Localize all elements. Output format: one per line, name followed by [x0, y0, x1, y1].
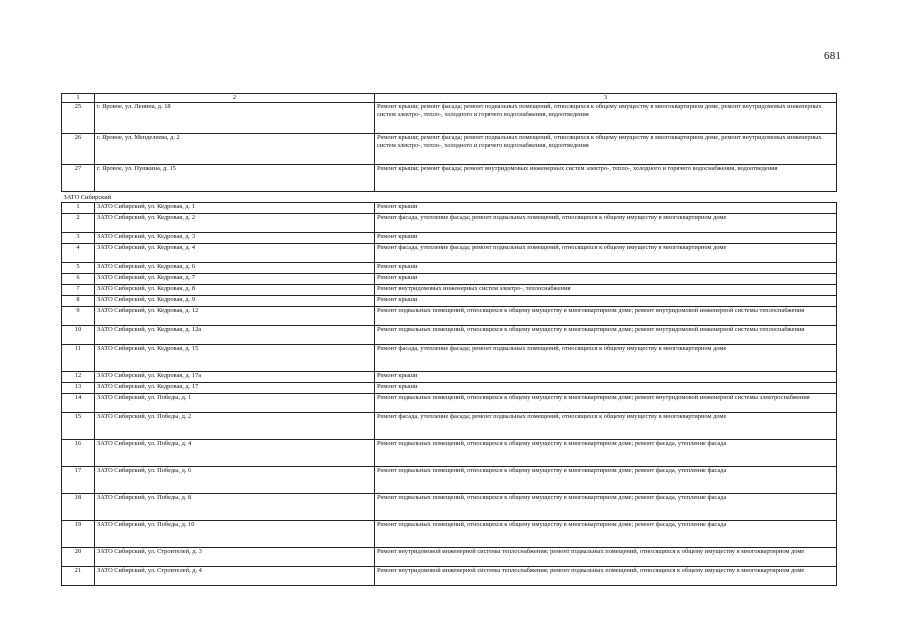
- row-work: Ремонт внутридомовых инженерных систем электро-, теплоснабжения: [375, 285, 837, 296]
- row-work: Ремонт подвальных помещений, относящихся к общему имуществу в многоквартирном доме; ремонт фасада, утепление фасада: [375, 521, 837, 548]
- row-work: Ремонт крыши: [375, 372, 837, 383]
- row-address: ЗАТО Сибирский, ул. Победы, д. 10: [95, 521, 375, 548]
- table-row: [62, 244, 837, 263]
- table-row: [62, 383, 837, 394]
- header-cell: 1: [62, 94, 95, 103]
- table-row: [62, 203, 837, 214]
- row-address: ЗАТО Сибирский, ул. Победы, д. 4: [95, 440, 375, 467]
- row-number: 21: [62, 567, 95, 586]
- table-row: [62, 263, 837, 274]
- row-number: 15: [62, 413, 95, 440]
- row-number: 17: [62, 467, 95, 494]
- table-row: [62, 394, 837, 413]
- table-row: [62, 440, 837, 467]
- row-address: г. Яровое, ул. Менделеева, д. 2: [95, 134, 375, 165]
- table-row: [62, 548, 837, 567]
- row-work: Ремонт крыши: [375, 383, 837, 394]
- section-title: ЗАТО Сибирский: [62, 192, 837, 203]
- row-work: Ремонт фасада, утепление фасада; ремонт подвальных помещений, относящихся к общему имуществу в многоквартирном доме: [375, 345, 837, 372]
- row-number: 13: [62, 383, 95, 394]
- header-cell: 3: [375, 94, 837, 103]
- row-work: Ремонт крыши: [375, 296, 837, 307]
- table-row: [62, 296, 837, 307]
- section-row: [62, 192, 837, 203]
- row-work: Ремонт крыши: [375, 263, 837, 274]
- row-number: 9: [62, 307, 95, 326]
- table-row: [62, 467, 837, 494]
- table-row: [62, 214, 837, 233]
- row-number: 26: [62, 134, 95, 165]
- repair-table: [61, 93, 837, 586]
- row-address: ЗАТО Сибирский, ул. Победы, д. 1: [95, 394, 375, 413]
- row-number: 27: [62, 165, 95, 192]
- row-number: 6: [62, 274, 95, 285]
- table-row: [62, 233, 837, 244]
- row-number: 20: [62, 548, 95, 567]
- row-number: 7: [62, 285, 95, 296]
- row-address: ЗАТО Сибирский, ул. Победы, д. 8: [95, 494, 375, 521]
- row-address: ЗАТО Сибирский, ул. Кедровая, д. 12а: [95, 326, 375, 345]
- row-number: 3: [62, 233, 95, 244]
- row-address: ЗАТО Сибирский, ул. Кедровая, д. 4: [95, 244, 375, 263]
- row-address: ЗАТО Сибирский, ул. Кедровая, д. 1: [95, 203, 375, 214]
- row-work: Ремонт фасада, утепление фасада; ремонт подвальных помещений, относящихся к общему имуществу в многоквартирном доме: [375, 244, 837, 263]
- row-work: Ремонт крыши; ремонт фасада; ремонт подвальных помещений, относящихся к общему имуществу в многоквартирном доме, ремонт внутридомовых инженерных систем электро-, тепло-, холодного и горячего водоснабжения, водоотведения: [375, 103, 837, 134]
- row-number: 11: [62, 345, 95, 372]
- row-work: Ремонт подвальных помещений, относящихся к общему имуществу в многоквартирном доме; ремонт внутридомовой инженерной системы электроснабжения: [375, 394, 837, 413]
- header-cell: 2: [95, 94, 375, 103]
- row-address: г. Яровое, ул. Пушкина, д. 15: [95, 165, 375, 192]
- row-address: ЗАТО Сибирский, ул. Кедровая, д. 17: [95, 383, 375, 394]
- table-row: [62, 285, 837, 296]
- row-number: 8: [62, 296, 95, 307]
- row-number: 1: [62, 203, 95, 214]
- row-address: ЗАТО Сибирский, ул. Кедровая, д. 17а: [95, 372, 375, 383]
- table-row: [62, 521, 837, 548]
- table-row: [62, 326, 837, 345]
- table-row: [62, 134, 837, 165]
- row-number: 16: [62, 440, 95, 467]
- row-address: ЗАТО Сибирский, ул. Кедровая, д. 9: [95, 296, 375, 307]
- row-work: Ремонт подвальных помещений, относящихся к общему имуществу в многоквартирном доме; ремонт внутридомовой инженерной системы теплоснабжения: [375, 326, 837, 345]
- table-row: [62, 372, 837, 383]
- row-address: ЗАТО Сибирский, ул. Победы, д. 2: [95, 413, 375, 440]
- table-row: [62, 345, 837, 372]
- row-work: Ремонт фасада, утепление фасада; ремонт подвальных помещений, относящихся к общему имуществу в многоквартирном доме: [375, 413, 837, 440]
- row-work: Ремонт внутридомовой инженерной системы теплоснабжения; ремонт подвальных помещений, относящихся к общему имуществу в многоквартирном доме: [375, 548, 837, 567]
- row-address: ЗАТО Сибирский, ул. Строителей, д. 4: [95, 567, 375, 586]
- row-work: Ремонт крыши: [375, 203, 837, 214]
- row-work: Ремонт крыши: [375, 233, 837, 244]
- table-row: [62, 413, 837, 440]
- row-number: 5: [62, 263, 95, 274]
- row-work: Ремонт внутридомовой инженерной системы теплоснабжения; ремонт подвальных помещений, относящихся к общему имуществу в многоквартирном доме: [375, 567, 837, 586]
- row-work: Ремонт подвальных помещений, относящихся к общему имуществу в многоквартирном доме; ремонт фасада, утепление фасада: [375, 467, 837, 494]
- row-number: 19: [62, 521, 95, 548]
- row-address: г. Яровое, ул. Ленина, д. 18: [95, 103, 375, 134]
- row-work: Ремонт подвальных помещений, относящихся к общему имуществу в многоквартирном доме; ремонт внутридомовой инженерной системы теплоснабжения: [375, 307, 837, 326]
- row-address: ЗАТО Сибирский, ул. Кедровая, д. 12: [95, 307, 375, 326]
- row-work: Ремонт крыши: [375, 274, 837, 285]
- table-row: [62, 307, 837, 326]
- row-number: 18: [62, 494, 95, 521]
- row-address: ЗАТО Сибирский, ул. Кедровая, д. 6: [95, 263, 375, 274]
- row-address: ЗАТО Сибирский, ул. Кедровая, д. 15: [95, 345, 375, 372]
- row-address: ЗАТО Сибирский, ул. Строителей, д. 3: [95, 548, 375, 567]
- row-number: 14: [62, 394, 95, 413]
- table-row: [62, 165, 837, 192]
- table-row: [62, 567, 837, 586]
- page-number: 681: [824, 50, 842, 62]
- row-number: 2: [62, 214, 95, 233]
- row-work: Ремонт крыши; ремонт фасада; ремонт подвальных помещений, относящихся к общему имуществу в многоквартирном доме, ремонт внутридомовых инженерных систем электро-, тепло-, холодного и горячего водоснабжения, водоотведения: [375, 134, 837, 165]
- row-work: Ремонт фасада, утепление фасада; ремонт подвальных помещений, относящихся к общему имуществу в многоквартирном доме: [375, 214, 837, 233]
- row-address: ЗАТО Сибирский, ул. Кедровая, д. 2: [95, 214, 375, 233]
- row-work: Ремонт подвальных помещений, относящихся к общему имуществу в многоквартирном доме; ремонт фасада, утепление фасада: [375, 440, 837, 467]
- table-row: [62, 274, 837, 285]
- row-address: ЗАТО Сибирский, ул. Победы, д. 6: [95, 467, 375, 494]
- row-number: 10: [62, 326, 95, 345]
- row-work: Ремонт подвальных помещений, относящихся к общему имуществу в многоквартирном доме; ремонт фасада, утепление фасада: [375, 494, 837, 521]
- table-row: [62, 494, 837, 521]
- row-number: 25: [62, 103, 95, 134]
- table-row: [62, 103, 837, 134]
- row-work: Ремонт крыши; ремонт фасада; ремонт внутридомовых инженерных систем электро-, тепло-, холодного и горячего водоснабжения, водоотведения: [375, 165, 837, 192]
- row-number: 4: [62, 244, 95, 263]
- row-address: ЗАТО Сибирский, ул. Кедровая, д. 3: [95, 233, 375, 244]
- header-row: [62, 94, 837, 103]
- row-number: 12: [62, 372, 95, 383]
- row-address: ЗАТО Сибирский, ул. Кедровая, д. 8: [95, 285, 375, 296]
- row-address: ЗАТО Сибирский, ул. Кедровая, д. 7: [95, 274, 375, 285]
